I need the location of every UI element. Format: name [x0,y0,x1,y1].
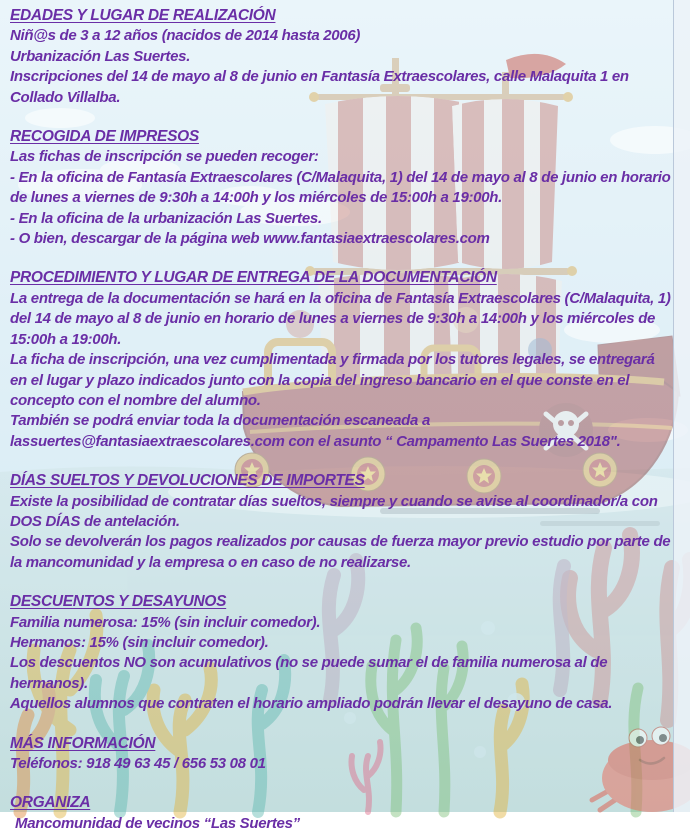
section-heading: DÍAS SUELTOS Y DEVOLUCIONES DE IMPORTES [10,472,365,490]
section-line: Las fichas de inscripción se pueden recoger: [10,148,319,166]
section-line: Urbanización Las Suertes. [10,47,191,65]
section-line: Niñ@s de 3 a 12 años (nacidos de 2014 hasta 2006) [10,27,361,45]
organizer-name: Mancomunidad de vecinos “Las Suertes” [15,814,300,832]
section-heading: ORGANIZA [10,794,91,812]
section-heading: RECOGIDA DE IMPRESOS [10,128,199,146]
flyer-content [10,6,675,834]
section-line: Hermanos: 15% (sin incluir comedor). [10,633,269,651]
section-line: Los descuentos NO son acumulativos (no se puede sumar el de familia numerosa al de hermanos). [10,654,608,692]
section-heading: MÁS INFORMACIÓN [10,734,156,752]
section-line: La entrega de la documentación se hará en la oficina de Fantasía Extraescolares (C/Malaquita, 1) del 14 de mayo al 8 de junio en horario de lunes a viernes de 9:30h a 14:00h y los miércoles de 15:00h a 19:00h. [10,289,671,348]
section-line: - En la oficina de la urbanización Las Suertes. [10,209,322,227]
section-heading: PROCEDIMIENTO Y LUGAR DE ENTREGA DE LA DOCUMENTACIÓN [10,269,497,287]
section-line: - En la oficina de Fantasía Extraescolares (C/Malaquita, 1) del 14 de mayo al 8 de junio en horario de lunes a viernes de 9:30h a 14:00h y los miércoles de 15:00h a 19:00h. [10,168,671,207]
section-line: Existe la posibilidad de contratar días sueltos, siempre y cuando se avise al coordinador/a con DOS DÍAS de antelación. [10,492,658,530]
section-mas-informacion [10,734,675,775]
section-dias-sueltos [10,471,675,573]
phone-numbers: Teléfonos: 918 49 63 45 / 656 53 08 01 [10,755,266,772]
page-right-edge [673,0,690,812]
section-recogida [10,127,675,249]
section-line: Aquellos alumnos que contraten el horario ampliado podrán llevar el desayuno de casa. [10,695,613,713]
section-line: Familia numerosa: 15% (sin incluir comedor). [10,613,321,631]
section-line: Solo se devolverán los pagos realizados por causas de fuerza mayor previo estudio por parte de la mancomunidad y la empresa o en caso de no realizarse. [10,533,671,571]
section-line: - O bien, descargar de la página web www.fantasiaextraescolares.com [10,230,490,248]
section-line: También se podrá enviar toda la documentación escaneada a lassuertes@fantasiaextraescolares.com con el asunto “ Campamento Las Suertes 2018". [10,412,621,450]
section-organiza [10,793,675,834]
section-heading: EDADES Y LUGAR DE REALIZACIÓN [10,7,276,24]
section-edades [10,6,675,108]
section-line: Inscripciones del 14 de mayo al 8 de junio en Fantasía Extraescolares, calle Malaquita 1 en Collado Villalba. [10,68,629,106]
section-line: La ficha de inscripción, una vez cumplimentada y firmada por los tutores legales, se entregará en el lugar y plazo indicados junto con la copia del ingreso bancario en el que conste en el concepto con el nombre del alumno. [10,351,655,409]
section-procedimiento [10,268,675,452]
section-descuentos [10,592,675,714]
section-heading: DESCUENTOS Y DESAYUNOS [10,593,227,611]
